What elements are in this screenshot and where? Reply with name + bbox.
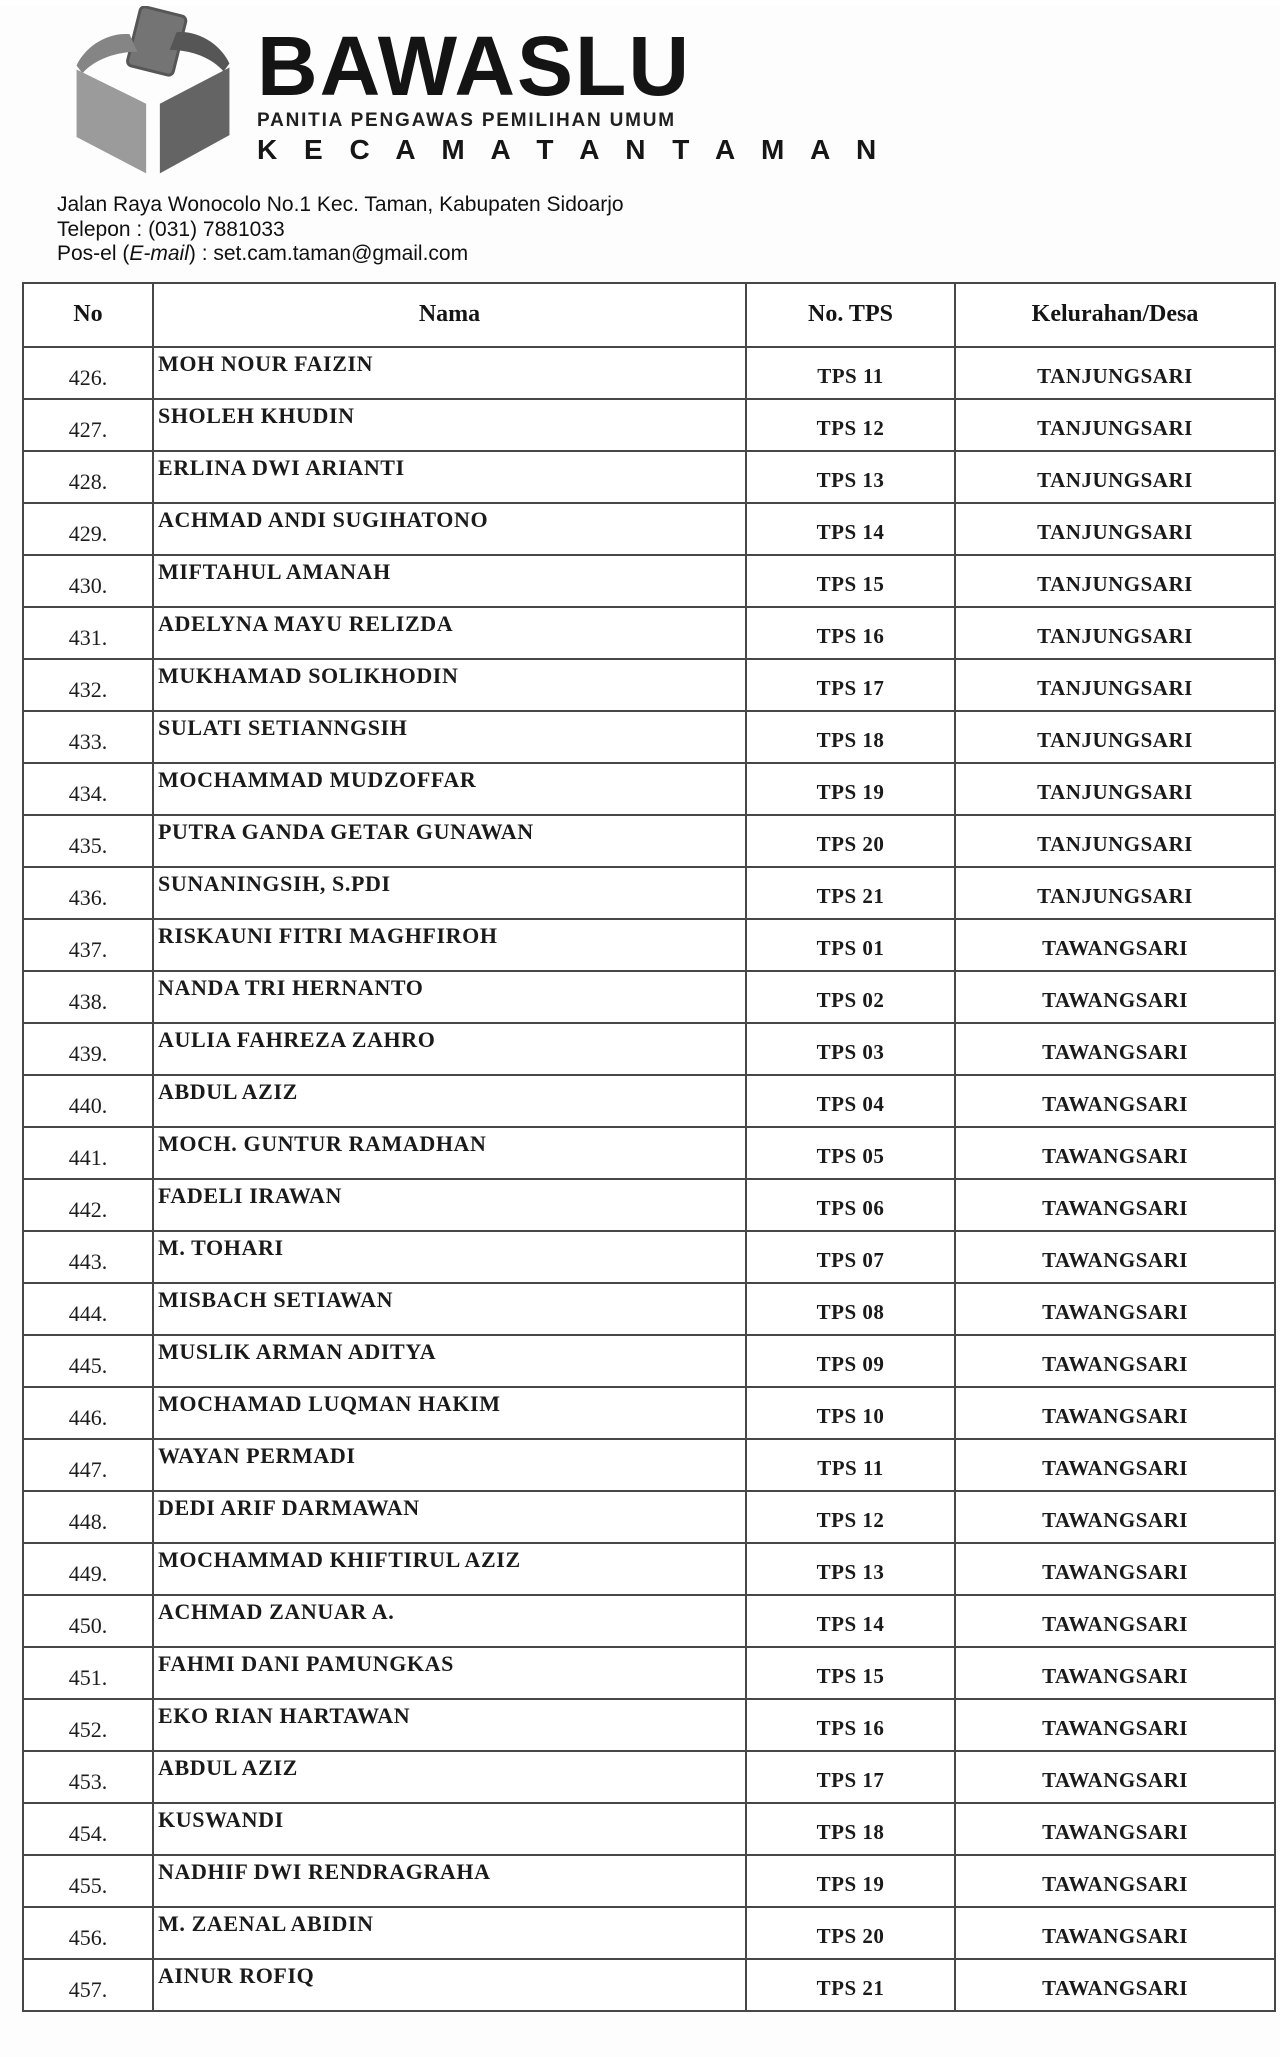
row-kelurahan: TAWANGSARI [955, 1439, 1275, 1491]
table-row [23, 1751, 1275, 1803]
table-row [23, 1231, 1275, 1283]
row-kelurahan: TAWANGSARI [955, 1179, 1275, 1231]
row-kelurahan: TAWANGSARI [955, 1283, 1275, 1335]
row-kelurahan: TAWANGSARI [955, 1387, 1275, 1439]
row-nama: NANDA TRI HERNANTO [153, 971, 746, 1023]
row-no: 426. [23, 347, 153, 399]
scanned-document-page [0, 6, 1280, 2057]
row-tps: TPS 13 [746, 451, 955, 503]
org-name: BAWASLU [257, 19, 691, 113]
row-kelurahan: TAWANGSARI [955, 1127, 1275, 1179]
row-tps: TPS 04 [746, 1075, 955, 1127]
table-row [23, 1179, 1275, 1231]
row-no: 434. [23, 763, 153, 815]
table-row [23, 919, 1275, 971]
row-tps: TPS 15 [746, 1647, 955, 1699]
row-nama: M. TOHARI [153, 1231, 746, 1283]
row-tps: TPS 12 [746, 1491, 955, 1543]
row-tps: TPS 20 [746, 1907, 955, 1959]
row-nama: WAYAN PERMADI [153, 1439, 746, 1491]
row-no: 442. [23, 1179, 153, 1231]
row-tps: TPS 11 [746, 347, 955, 399]
row-no: 446. [23, 1387, 153, 1439]
header-tps: No. TPS [746, 283, 955, 347]
row-kelurahan: TAWANGSARI [955, 919, 1275, 971]
row-nama: MUSLIK ARMAN ADITYA [153, 1335, 746, 1387]
row-nama: EKO RIAN HARTAWAN [153, 1699, 746, 1751]
row-kelurahan: TANJUNGSARI [955, 399, 1275, 451]
row-nama: AULIA FAHREZA ZAHRO [153, 1023, 746, 1075]
row-kelurahan: TAWANGSARI [955, 1647, 1275, 1699]
row-kelurahan: TANJUNGSARI [955, 555, 1275, 607]
table-row [23, 763, 1275, 815]
row-tps: TPS 11 [746, 1439, 955, 1491]
row-no: 441. [23, 1127, 153, 1179]
row-tps: TPS 07 [746, 1231, 955, 1283]
row-kelurahan: TANJUNGSARI [955, 347, 1275, 399]
table-row [23, 815, 1275, 867]
row-tps: TPS 02 [746, 971, 955, 1023]
row-nama: ACHMAD ANDI SUGIHATONO [153, 503, 746, 555]
table-row [23, 1075, 1275, 1127]
row-tps: TPS 18 [746, 711, 955, 763]
table-row [23, 1387, 1275, 1439]
address-line: Jalan Raya Wonocolo No.1 Kec. Taman, Kabupaten Sidoarjo [57, 193, 624, 216]
row-no: 431. [23, 607, 153, 659]
row-kelurahan: TAWANGSARI [955, 1751, 1275, 1803]
row-tps: TPS 20 [746, 815, 955, 867]
row-nama: MIFTAHUL AMANAH [153, 555, 746, 607]
header-no: No [23, 283, 153, 347]
row-kelurahan: TAWANGSARI [955, 1959, 1275, 2011]
row-nama: SHOLEH KHUDIN [153, 399, 746, 451]
table-row [23, 1439, 1275, 1491]
table-row [23, 1543, 1275, 1595]
row-nama: SULATI SETIANNGSIH [153, 711, 746, 763]
row-tps: TPS 17 [746, 1751, 955, 1803]
row-tps: TPS 17 [746, 659, 955, 711]
roster-table [22, 282, 1276, 2012]
row-kelurahan: TAWANGSARI [955, 1543, 1275, 1595]
row-no: 444. [23, 1283, 153, 1335]
row-tps: TPS 14 [746, 1595, 955, 1647]
table-row [23, 1023, 1275, 1075]
row-nama: MOCHAMMAD MUDZOFFAR [153, 763, 746, 815]
table-row [23, 867, 1275, 919]
row-nama: MOCH. GUNTUR RAMADHAN [153, 1127, 746, 1179]
row-kelurahan: TAWANGSARI [955, 1075, 1275, 1127]
row-nama: ABDUL AZIZ [153, 1075, 746, 1127]
row-no: 451. [23, 1647, 153, 1699]
table-row [23, 659, 1275, 711]
header-row [23, 283, 1275, 347]
row-kelurahan: TANJUNGSARI [955, 711, 1275, 763]
row-tps: TPS 01 [746, 919, 955, 971]
row-kelurahan: TANJUNGSARI [955, 503, 1275, 555]
row-no: 453. [23, 1751, 153, 1803]
row-nama: MOCHAMMAD KHIFTIRUL AZIZ [153, 1543, 746, 1595]
row-tps: TPS 12 [746, 399, 955, 451]
row-nama: ADELYNA MAYU RELIZDA [153, 607, 746, 659]
row-nama: MISBACH SETIAWAN [153, 1283, 746, 1335]
table-row [23, 347, 1275, 399]
row-no: 427. [23, 399, 153, 451]
row-no: 455. [23, 1855, 153, 1907]
row-no: 454. [23, 1803, 153, 1855]
row-no: 428. [23, 451, 153, 503]
row-no: 437. [23, 919, 153, 971]
row-nama: PUTRA GANDA GETAR GUNAWAN [153, 815, 746, 867]
row-no: 440. [23, 1075, 153, 1127]
row-tps: TPS 06 [746, 1179, 955, 1231]
row-no: 435. [23, 815, 153, 867]
row-kelurahan: TAWANGSARI [955, 1699, 1275, 1751]
row-kelurahan: TANJUNGSARI [955, 815, 1275, 867]
row-tps: TPS 16 [746, 1699, 955, 1751]
row-tps: TPS 19 [746, 763, 955, 815]
row-tps: TPS 09 [746, 1335, 955, 1387]
row-no: 448. [23, 1491, 153, 1543]
table-row [23, 1959, 1275, 2011]
org-block [257, 6, 886, 166]
address-block [57, 193, 1280, 267]
row-kelurahan: TANJUNGSARI [955, 451, 1275, 503]
row-nama: SUNANINGSIH, S.PDI [153, 867, 746, 919]
row-kelurahan: TAWANGSARI [955, 1803, 1275, 1855]
row-no: 449. [23, 1543, 153, 1595]
email-line [57, 242, 1280, 267]
row-nama: MOH NOUR FAIZIN [153, 347, 746, 399]
row-tps: TPS 18 [746, 1803, 955, 1855]
row-nama: M. ZAENAL ABIDIN [153, 1907, 746, 1959]
table-row [23, 451, 1275, 503]
row-nama: NADHIF DWI RENDRAGRAHA [153, 1855, 746, 1907]
row-tps: TPS 15 [746, 555, 955, 607]
row-tps: TPS 16 [746, 607, 955, 659]
row-no: 447. [23, 1439, 153, 1491]
row-kelurahan: TANJUNGSARI [955, 659, 1275, 711]
row-tps: TPS 14 [746, 503, 955, 555]
email-suffix: ) : set.cam.taman@gmail.com [188, 242, 469, 265]
row-kelurahan: TAWANGSARI [955, 1907, 1275, 1959]
table-row [23, 1283, 1275, 1335]
table-row [23, 1491, 1275, 1543]
row-no: 443. [23, 1231, 153, 1283]
row-kelurahan: TAWANGSARI [955, 1023, 1275, 1075]
table-row [23, 1647, 1275, 1699]
row-nama: ACHMAD ZANUAR A. [153, 1595, 746, 1647]
row-no: 438. [23, 971, 153, 1023]
row-kelurahan: TAWANGSARI [955, 1335, 1275, 1387]
roster-table-body [23, 347, 1275, 2011]
row-tps: TPS 05 [746, 1127, 955, 1179]
row-nama: MUKHAMAD SOLIKHODIN [153, 659, 746, 711]
table-row [23, 1803, 1275, 1855]
table-row [23, 1699, 1275, 1751]
row-nama: DEDI ARIF DARMAWAN [153, 1491, 746, 1543]
org-subtitle: PANITIA PENGAWAS PEMILIHAN UMUM [257, 109, 676, 131]
table-row [23, 1127, 1275, 1179]
table-row [23, 1595, 1275, 1647]
table-row [23, 1335, 1275, 1387]
row-tps: TPS 21 [746, 1959, 955, 2011]
row-no: 429. [23, 503, 153, 555]
row-tps: TPS 19 [746, 1855, 955, 1907]
header-nama: Nama [153, 283, 746, 347]
bawaslu-ballot-box-icon [55, 6, 251, 176]
table-row [23, 971, 1275, 1023]
row-no: 436. [23, 867, 153, 919]
header-kelurahan: Kelurahan/Desa [955, 283, 1275, 347]
row-nama: ERLINA DWI ARIANTI [153, 451, 746, 503]
row-tps: TPS 10 [746, 1387, 955, 1439]
phone-line: Telepon : (031) 7881033 [57, 217, 285, 241]
row-tps: TPS 21 [746, 867, 955, 919]
table-row [23, 711, 1275, 763]
roster-table-head [23, 283, 1275, 347]
email-prefix: Pos-el ( [57, 242, 130, 265]
row-kelurahan: TAWANGSARI [955, 1491, 1275, 1543]
table-row [23, 1855, 1275, 1907]
row-nama: FAHMI DANI PAMUNGKAS [153, 1647, 746, 1699]
row-nama: FADELI IRAWAN [153, 1179, 746, 1231]
row-nama: AINUR ROFIQ [153, 1959, 746, 2011]
row-tps: TPS 03 [746, 1023, 955, 1075]
table-row [23, 607, 1275, 659]
row-no: 430. [23, 555, 153, 607]
table-row [23, 503, 1275, 555]
row-no: 445. [23, 1335, 153, 1387]
row-no: 452. [23, 1699, 153, 1751]
row-kelurahan: TAWANGSARI [955, 1855, 1275, 1907]
row-no: 457. [23, 1959, 153, 2011]
email-italic: E-mail [129, 242, 189, 265]
row-nama: MOCHAMAD LUQMAN HAKIM [153, 1387, 746, 1439]
row-kelurahan: TANJUNGSARI [955, 763, 1275, 815]
row-kelurahan: TAWANGSARI [955, 971, 1275, 1023]
row-no: 450. [23, 1595, 153, 1647]
row-kelurahan: TANJUNGSARI [955, 867, 1275, 919]
row-kelurahan: TAWANGSARI [955, 1595, 1275, 1647]
row-no: 433. [23, 711, 153, 763]
table-row [23, 1907, 1275, 1959]
table-row [23, 555, 1275, 607]
row-tps: TPS 08 [746, 1283, 955, 1335]
row-kelurahan: TANJUNGSARI [955, 607, 1275, 659]
row-no: 456. [23, 1907, 153, 1959]
row-kelurahan: TAWANGSARI [955, 1231, 1275, 1283]
row-nama: ABDUL AZIZ [153, 1751, 746, 1803]
row-no: 432. [23, 659, 153, 711]
row-no: 439. [23, 1023, 153, 1075]
table-row [23, 399, 1275, 451]
row-tps: TPS 13 [746, 1543, 955, 1595]
row-nama: RISKAUNI FITRI MAGHFIROH [153, 919, 746, 971]
org-region: K E C A M A T A N T A M A N [257, 133, 886, 165]
row-nama: KUSWANDI [153, 1803, 746, 1855]
letterhead [55, 6, 1280, 176]
